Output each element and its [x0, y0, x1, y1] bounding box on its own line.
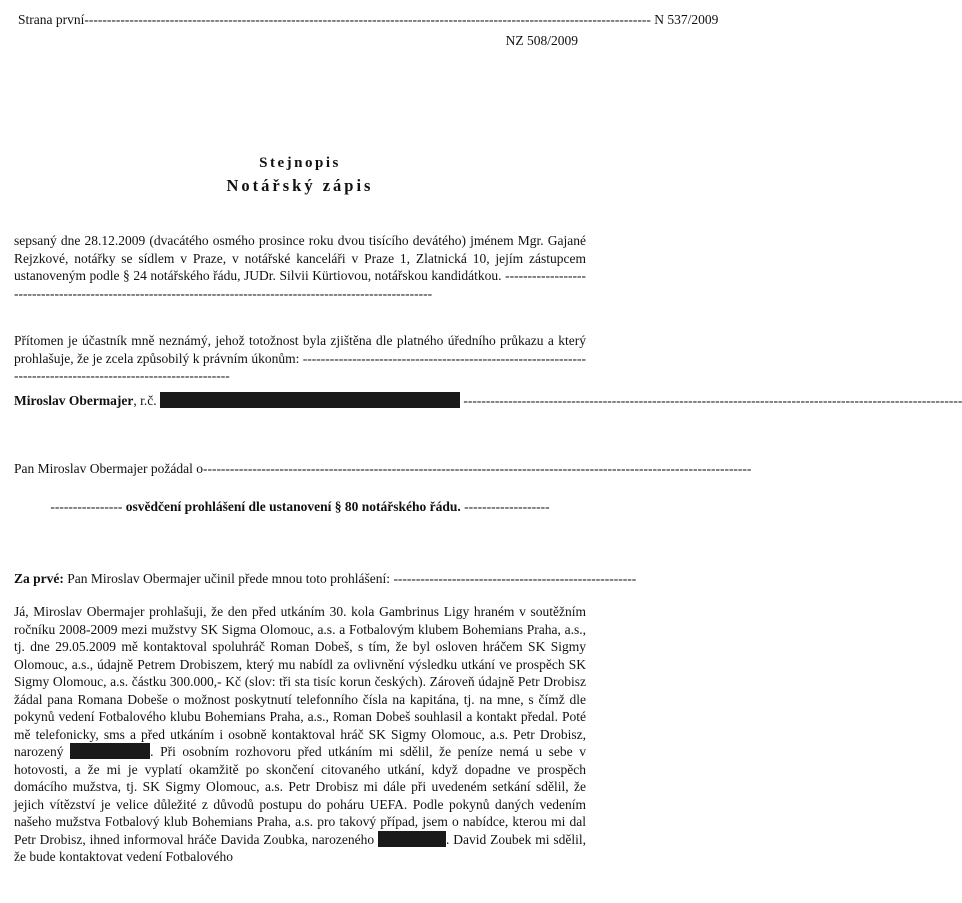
first-point-text: Pan Miroslav Obermajer učinil přede mnou toto prohlášení: [67, 571, 391, 586]
case-number: N 537/2009 [654, 12, 719, 27]
redacted-birth-date-2 [378, 831, 446, 847]
first-point-line [14, 570, 637, 588]
nz-number: NZ 508/2009 [505, 33, 578, 48]
page-label: Strana první [18, 12, 85, 27]
intro-text: sepsaný dne 28.12.2009 (dvacátého osmého prosince roku dvou tisícího devátého) jménem Mgr. Gajané Rejzkové, notářky se sídlem v Praze, v notářské kanceláři v Praze 1, Zlatnická 10, jejím zástupcem ustanoveným podle § 24 notářského řádu, JUDr. Silvii Kürtiovou, notářskou kandidátkou. [14, 233, 586, 283]
copy-label: Stejnopis [259, 155, 341, 171]
intro-paragraph [14, 232, 586, 302]
dash-filler: ------------------- [460, 499, 550, 514]
statement-part-2: . Při osobním rozhovoru před utkáním mi sdělil, že peníze nemá u sebe v hotovosti, a že mi je vyplatí okamžitě po skončení citovaného utkání, když dopadne ve prospěch domácího mužstva, tj. SK Sigmy Olomouc, a.s. Petr Drobisz mi dále při uvedeném setkání sdělil, že jejich vítězství je velice důležité z důvodů postupu do poháru UEFA. Podle pokynů daných vedením našeho mužstva Fotbalový klub Bohemians Praha, a.s. pro takový případ, jsem o nabídce, kterou mi dal Petr Drobisz, ihned informoval hráče Davida Zoubka, narozeného [14, 744, 587, 847]
first-point-label: Za prvé: [14, 571, 64, 586]
deed-label: Notářský zápis [226, 176, 374, 195]
dash-filler [84, 12, 654, 28]
statement-part-3: . David Zoubek mi sdělil, že bude kontaktovat vedení Fotbalového [14, 831, 587, 864]
statement-paragraph [14, 603, 586, 893]
page-header [18, 12, 719, 28]
dash-filler: -------------------------------------------------------------------------------------------------------------------------- [202, 461, 752, 476]
redacted-birth-date-1 [70, 743, 150, 759]
request-line [14, 460, 752, 478]
request-text: Pan Miroslav Obermajer požádal o [14, 461, 203, 476]
participant-text: Přítomen je účastník mně neznámý, jehož totožnost byla zjištěna dle platného úředního průkazu a který prohlašuje, že je zcela způsobilý k právním úkonům: [14, 333, 586, 366]
document-title [0, 155, 600, 196]
request-subject-line [14, 498, 586, 516]
statement-part-1: Já, Miroslav Obermajer prohlašuji, že den před utkáním 30. kola Gambrinus Ligy hraném v soutěžním ročníku 2008-2009 mezi mužstvy SK Sigma Olomouc, a.s. a Fotbalovým klubem Bohemians Praha, a.s., tj. dne 29.05.2009 mě kontaktoval spoluhráč Roman Dobeš, s tím, že byl osloven hráčem SK Sigmy Olomouc, a.s., údajně Petrem Drobiszem, který mu nabídl za ovlivnění výsledku utkání ve prospěch SK Sigmy Olomouc, a.s. částku 300.000,- Kč (slov: tři sta tisíc korun českých). Zároveň údajně Petr Drobisz žádal pana Romana Dobeše o možnost poskytnutí telefonního čísla na kapitána, tj. na mne, s čímž dle pokynů vedení Fotbalového klubu Bohemians Praha, a.s., Roman Dobeš souhlasil a kontakt předal. Poté mě telefonicky, sms a před utkáním i osobně kontaktoval hráč SK Sigmy Olomouc, a.s. Petr Drobisz, narozený [14, 604, 586, 759]
participant-paragraph [14, 332, 586, 368]
dash-filler: ---------------- [50, 499, 126, 514]
participant-line [14, 392, 586, 410]
redacted-birth-number [160, 392, 460, 408]
birth-number-label: , r.č. [133, 393, 157, 408]
dash-filler: ------------------------------------------------------ [390, 571, 637, 586]
dash-filler [460, 393, 962, 408]
header-row [18, 12, 719, 28]
request-subject: osvědčení prohlášení dle ustanovení § 80 notářského řádu. [125, 499, 461, 514]
participant-name: Miroslav Obermajer [14, 393, 134, 408]
